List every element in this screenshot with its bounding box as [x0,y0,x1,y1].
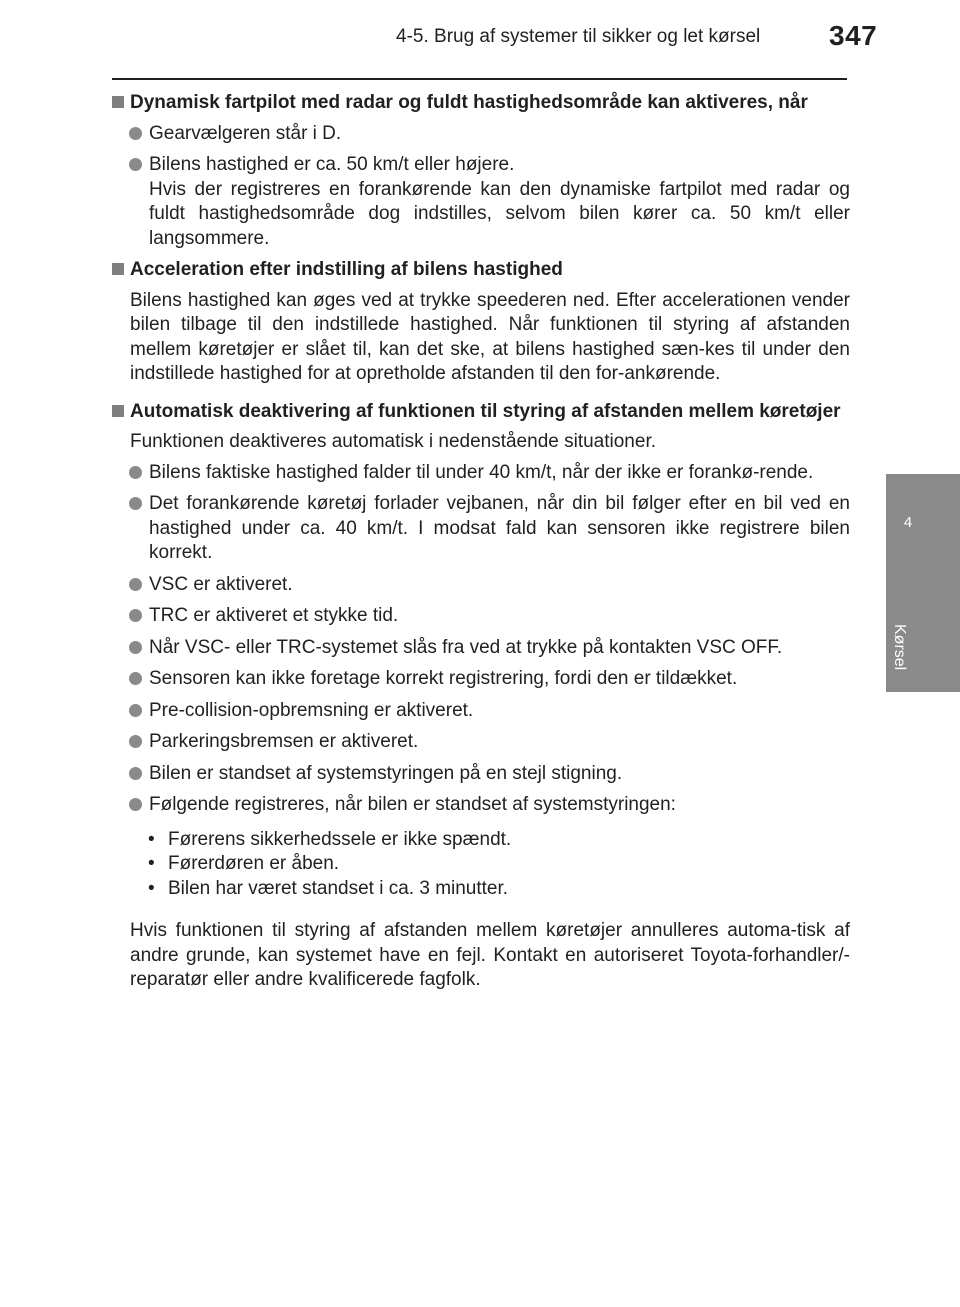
section-paragraph: Bilens hastighed kan øges ved at trykke speederen ned. Efter accelerationen vender bilen tilbage til den indstillede hastighed. Når funktionen til styring af afstanden mellem køretøjer er slået til, kan det ske, at bilens hastighed sæn-kes til under den indstillede hastighed for at opretholde afstanden til den for-ankørende. [130,289,850,384]
chapter-label: Kørsel [891,624,908,671]
page-number: 347 [829,20,878,51]
circle-bullet-icon [129,158,142,171]
circle-bullet-icon [129,497,142,510]
circle-bullet-icon [129,578,142,591]
list-item: Sensoren kan ikke foretage korrekt registrering, fordi den er tildækket. [110,667,850,692]
circle-bullet-icon [129,609,142,622]
dot-bullet-icon: • [148,877,155,899]
list-item: TRC er aktiveret et stykke tid. [110,604,850,629]
list-item: Når VSC- eller TRC-systemet slås fra ved at trykke på kontakten VSC OFF. [110,636,850,661]
sub-list-item: • Bilen har været standset i ca. 3 minutter. [110,877,850,902]
dot-bullet-icon: • [148,828,155,850]
sub-list [110,828,850,902]
chapter-number: 4 [903,514,913,531]
list-item: Pre-collision-opbremsning er aktiveret. [110,699,850,724]
section-heading: Dynamisk fartpilot med radar og fuldt hastighedsområde kan aktiveres, når [110,91,850,116]
chapter-title: 4-5. Brug af systemer til sikker og let kørsel [396,26,761,47]
section-intro: Funktionen deaktiveres automatisk i nedenstående situationer. [130,431,656,452]
dot-bullet-icon: • [148,853,155,874]
square-bullet-icon [112,96,124,108]
list-item: Bilens faktiske hastighed falder til under 40 km/t, når der ikke er forankø-rende. [110,461,850,486]
sub-list-item: • Førerens sikkerhedssele er ikke spændt. [110,828,850,853]
circle-bullet-icon [129,127,142,140]
list-item: Følgende registreres, når bilen er standset af systemstyringen: [110,793,850,818]
list-item: Parkeringsbremsen er aktiveret. [110,730,850,755]
list-item: Gearvælgeren står i D. [110,122,850,147]
list-item: Det forankørende køretøj forlader vejbanen, når din bil følger efter en bil ved en hastighed under ca. 40 km/t. I modsat fald kan sensoren ikke registrere bilen korrekt. [110,492,850,566]
list-item: Bilens hastighed er ca. 50 km/t eller højere. Hvis der registreres en forankørende kan den dynamiske fartpilot med radar og fuldt hastighedsområde dog indstilles, selvom bilen kører ca. 50 km/t eller langsommere. [110,153,850,251]
circle-bullet-icon [129,767,142,780]
header-divider [112,78,847,80]
page-content [110,91,850,999]
chapter-side-tab[interactable] [886,474,960,692]
circle-bullet-icon [129,704,142,717]
section-heading: Automatisk deaktivering af funktionen til styring af afstanden mellem køretøjer [110,400,850,425]
list-item: VSC er aktiveret. [110,573,850,598]
list-item: Bilen er standset af systemstyringen på en stejl stigning. [110,762,850,787]
circle-bullet-icon [129,641,142,654]
circle-bullet-icon [129,466,142,479]
circle-bullet-icon [129,798,142,811]
sub-list-item: • Førerdøren er åben. [110,852,850,877]
circle-bullet-icon [129,735,142,748]
circle-bullet-icon [129,672,142,685]
section-heading: Acceleration efter indstilling af bilens hastighed [110,258,850,283]
closing-paragraph: Hvis funktionen til styring af afstanden mellem køretøjer annulleres automa-tisk af andre grunde, kan systemet have en fejl. Kontakt en autoriseret Toyota-forhandler/-reparatør eller andre kvalificerede fagfolk. [130,920,850,990]
square-bullet-icon [112,263,124,275]
square-bullet-icon [112,405,124,417]
